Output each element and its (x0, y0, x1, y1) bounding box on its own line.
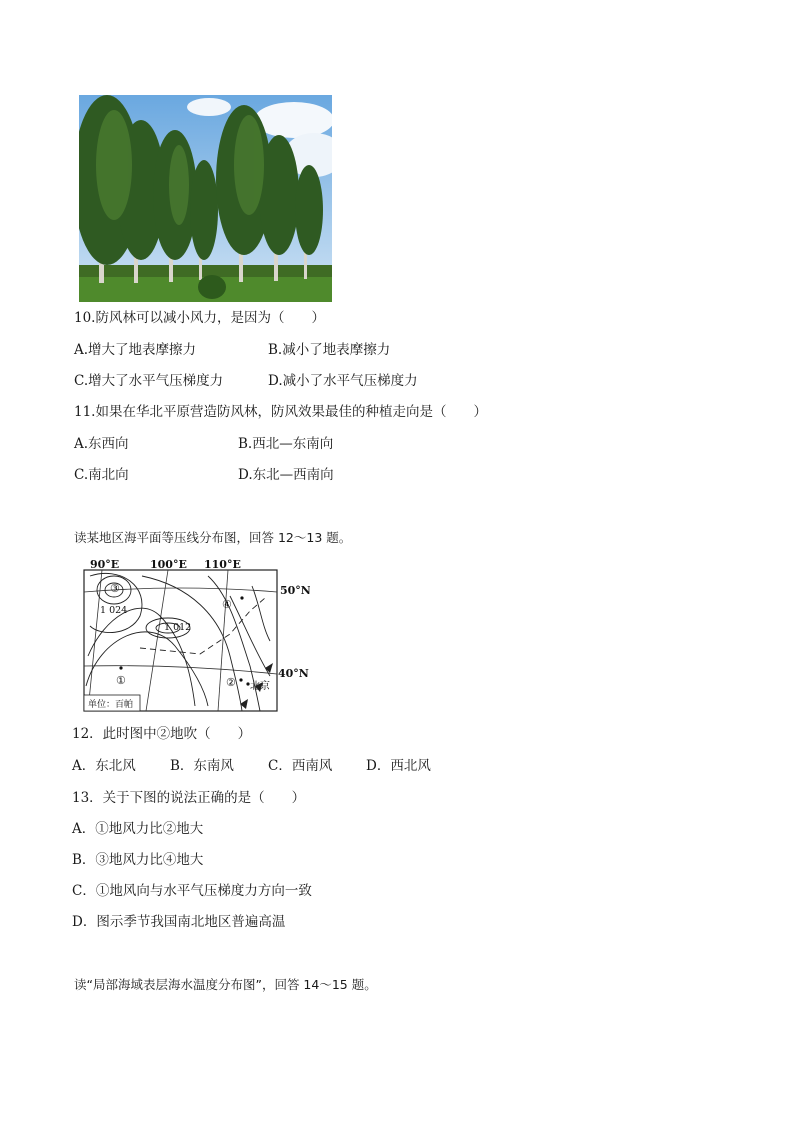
intro-12-13: 读某地区海平面等压线分布图，回答 12～13 题。 (74, 530, 352, 545)
q11-option-d[interactable]: D.东北—西南向 (238, 467, 334, 483)
q13-option-a[interactable]: A．①地风力比②地大 (72, 821, 204, 837)
q13-option-b[interactable]: B．③地风力比④地大 (72, 852, 204, 868)
q12-option-a[interactable]: A．东北风 (72, 758, 136, 774)
q12-stem: 12．此时图中②地吹（ ） (72, 726, 252, 742)
poplar-windbreak-photo (79, 95, 332, 302)
lon-label-110e: 110°E (204, 558, 241, 571)
isobar-label-1012: 1 012 (164, 622, 192, 633)
q13-stem: 13．关于下图的说法正确的是（ ） (72, 790, 306, 806)
point-4: ④ (222, 598, 232, 611)
q10-option-b[interactable]: B.减小了地表摩擦力 (268, 342, 391, 358)
q11-option-c[interactable]: C.南北向 (74, 467, 129, 483)
lat-label-40n: 40°N (278, 667, 309, 680)
q12-option-d[interactable]: D．西北风 (366, 758, 431, 774)
q12-option-b[interactable]: B．东南风 (170, 758, 234, 774)
lon-label-100e: 100°E (150, 558, 187, 571)
q10-stem: 10.防风林可以减小风力，是因为（ ） (74, 310, 325, 326)
city-beijing: 北京 (250, 681, 270, 692)
isobar-map (80, 556, 310, 714)
q13-option-c[interactable]: C．①地风向与水平气压梯度力方向一致 (72, 883, 312, 899)
lat-label-50n: 50°N (280, 584, 310, 597)
point-1: ① (116, 674, 126, 687)
isobar-label-1024: 1 024 (100, 605, 128, 616)
q11-stem: 11.如果在华北平原营造防风林，防风效果最佳的种植走向是（ ） (74, 404, 487, 420)
intro-14-15: 读“局部海域表层海水温度分布图”，回答 14～15 题。 (74, 977, 377, 992)
q10-option-a[interactable]: A.增大了地表摩擦力 (74, 342, 197, 358)
q11-option-a[interactable]: A.东西向 (74, 436, 129, 452)
map-unit: 单位：百帕 (88, 700, 134, 710)
point-2: ② (226, 676, 236, 689)
q11-option-b[interactable]: B.西北—东南向 (238, 436, 334, 452)
q10-option-c[interactable]: C.增大了水平气压梯度力 (74, 373, 224, 389)
q12-option-c[interactable]: C．西南风 (268, 758, 333, 774)
q13-option-d[interactable]: D．图示季节我国南北地区普遍高温 (72, 914, 286, 930)
q10-option-d[interactable]: D.减小了水平气压梯度力 (268, 373, 418, 389)
lon-label-90e: 90°E (90, 558, 120, 571)
point-3: ③ (110, 582, 120, 595)
